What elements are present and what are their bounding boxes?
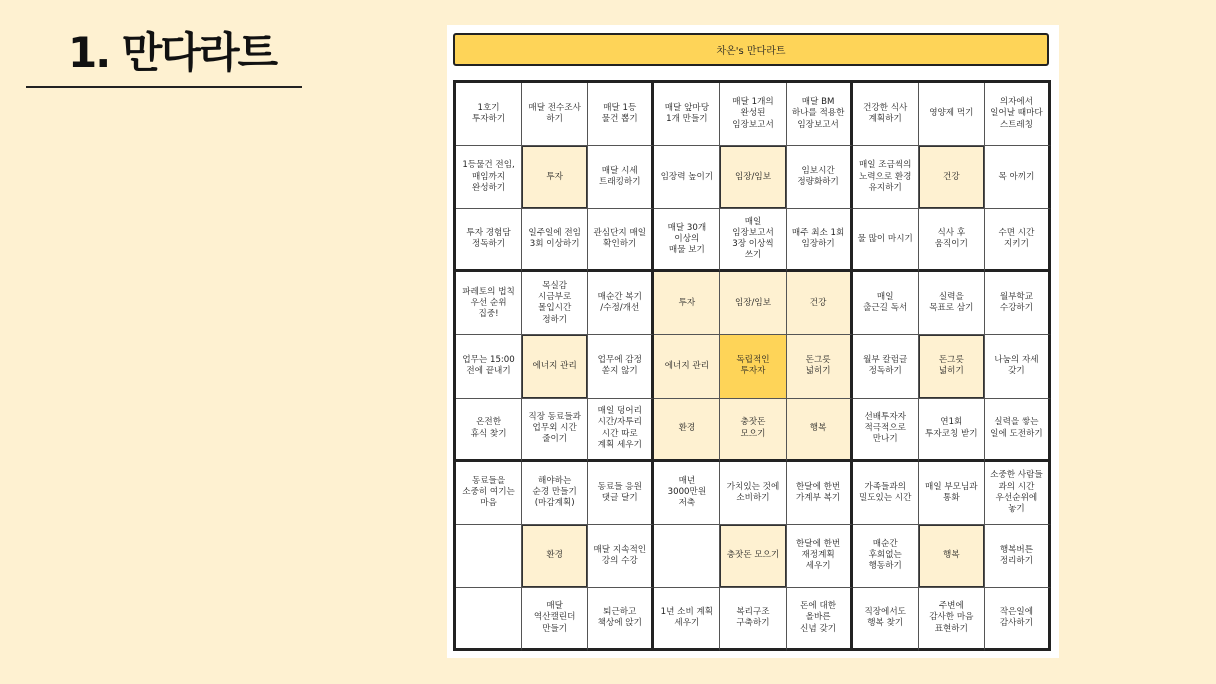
action-cell: 매일 덩어리 시간/자투리 시간 따로 계획 세우기 — [588, 399, 654, 462]
action-cell: 한달에 한번 가계부 복기 — [787, 462, 853, 525]
sub-goal-cell: 환경 — [654, 399, 720, 462]
action-cell: 소중한 사람들 과의 시간 우선순위에 놓기 — [985, 462, 1051, 525]
action-cell: 매일 출근길 독서 — [853, 272, 919, 335]
mandalart-sheet — [447, 25, 1059, 658]
action-cell: 목실감 시금부로 몰입시간 정하기 — [522, 272, 588, 335]
action-cell: 매달 전수조사 하기 — [522, 83, 588, 146]
action-cell: 가족들과의 밀도있는 시간 — [853, 462, 919, 525]
sub-goal-cell: 돈그릇 넓히기 — [787, 335, 853, 398]
core-goal-cell: 독립적인 투자자 — [720, 335, 786, 398]
action-cell: 파레토의 법칙 우선 순위 집중! — [456, 272, 522, 335]
action-cell: 돈에 대한 올바른 신념 갖기 — [787, 588, 853, 651]
action-cell: 매달 시세 트래킹하기 — [588, 146, 654, 209]
action-cell: 업무에 감정 쏟지 않기 — [588, 335, 654, 398]
action-cell: 업무는 15:00 전에 끝내기 — [456, 335, 522, 398]
sub-goal-cell: 행복 — [787, 399, 853, 462]
action-cell: 온전한 휴식 찾기 — [456, 399, 522, 462]
action-cell: 실력을 목표로 삼기 — [919, 272, 985, 335]
sub-goal-cell: 임장/임보 — [720, 272, 786, 335]
action-cell: 투자 경험담 정독하기 — [456, 209, 522, 272]
action-cell: 매년 3000만원 저축 — [654, 462, 720, 525]
sub-goal-cell: 에너지 관리 — [654, 335, 720, 398]
sub-goal-cell: 에너지 관리 — [522, 335, 588, 398]
action-cell: 목 아끼기 — [985, 146, 1051, 209]
action-cell: 동료들을 소중히 여기는 마음 — [456, 462, 522, 525]
action-cell: 한달에 한번 재정계획 세우기 — [787, 525, 853, 588]
action-cell: 매순간 복기 /수정/개선 — [588, 272, 654, 335]
action-cell: 매주 최소 1회 임장하기 — [787, 209, 853, 272]
action-cell: 직장 동료들과 업무외 시간 줄이기 — [522, 399, 588, 462]
action-cell: 매일 임장보고서 3장 이상씩 쓰기 — [720, 209, 786, 272]
action-cell: 동료들 응원 댓글 달기 — [588, 462, 654, 525]
title-underline — [26, 86, 302, 88]
action-cell: 물 많이 마시기 — [853, 209, 919, 272]
action-cell: 퇴근하고 책상에 앉기 — [588, 588, 654, 651]
action-cell: 주변에 감사한 마음 표현하기 — [919, 588, 985, 651]
action-cell — [456, 588, 522, 651]
action-cell: 가치있는 것에 소비하기 — [720, 462, 786, 525]
sub-goal-cell: 투자 — [522, 146, 588, 209]
action-cell: 일주일에 전임 3회 이상하기 — [522, 209, 588, 272]
sub-goal-cell: 충잣돈 모으기 — [720, 399, 786, 462]
sub-goal-cell: 임장/임보 — [720, 146, 786, 209]
action-cell: 임장력 높이기 — [654, 146, 720, 209]
action-cell: 행복버튼 정리하기 — [985, 525, 1051, 588]
sub-goal-cell: 투자 — [654, 272, 720, 335]
action-cell: 1등물건 전임, 매임까지 완성하기 — [456, 146, 522, 209]
action-cell — [456, 525, 522, 588]
sub-goal-cell: 건강 — [787, 272, 853, 335]
action-cell: 수면 시간 지키기 — [985, 209, 1051, 272]
action-cell: 직장에서도 행복 찾기 — [853, 588, 919, 651]
action-cell: 식사 후 움직이기 — [919, 209, 985, 272]
action-cell: 작은일에 감사하기 — [985, 588, 1051, 651]
mandalart-header: 차온's 만다라트 — [453, 33, 1049, 66]
action-cell: 매달 1등 물건 뽑기 — [588, 83, 654, 146]
action-cell: 매일 조금씩의 노력으로 환경 유지하기 — [853, 146, 919, 209]
action-cell: 해야하는 순경 만들기 (마감계획) — [522, 462, 588, 525]
action-cell: 월부학교 수강하기 — [985, 272, 1051, 335]
action-cell: 월부 칼럼글 정독하기 — [853, 335, 919, 398]
action-cell — [654, 525, 720, 588]
action-cell: 매일 부모님과 통화 — [919, 462, 985, 525]
action-cell: 영양제 먹기 — [919, 83, 985, 146]
action-cell: 나눔의 자세 갖기 — [985, 335, 1051, 398]
mandalart-grid — [453, 80, 1051, 651]
action-cell: 매달 BM 하나를 적용한 임장보고서 — [787, 83, 853, 146]
sub-goal-cell: 건강 — [919, 146, 985, 209]
action-cell: 연1회 투자코칭 받기 — [919, 399, 985, 462]
action-cell: 매달 역산캘린더 만들기 — [522, 588, 588, 651]
slide-title: 1. 만다라트 — [68, 28, 277, 77]
sub-goal-cell: 충잣돈 모으기 — [720, 525, 786, 588]
action-cell: 1년 소비 계획 세우기 — [654, 588, 720, 651]
action-cell: 임보시간 정량화하기 — [787, 146, 853, 209]
sub-goal-cell: 돈그릇 넓히기 — [919, 335, 985, 398]
action-cell: 선배투자자 적극적으로 만나기 — [853, 399, 919, 462]
sub-goal-cell: 행복 — [919, 525, 985, 588]
action-cell: 1호기 투자하기 — [456, 83, 522, 146]
action-cell: 매달 1개의 완성된 임장보고서 — [720, 83, 786, 146]
action-cell: 복리구조 구축하기 — [720, 588, 786, 651]
action-cell: 관심단지 매일 확인하기 — [588, 209, 654, 272]
action-cell: 의자에서 일어날 때마다 스트레칭 — [985, 83, 1051, 146]
action-cell: 실력을 쌓는 일에 도전하기 — [985, 399, 1051, 462]
sub-goal-cell: 환경 — [522, 525, 588, 588]
action-cell: 매달 지속적인 강의 수강 — [588, 525, 654, 588]
action-cell: 매순간 후회없는 행동하기 — [853, 525, 919, 588]
action-cell: 매달 30개 이상의 매물 보기 — [654, 209, 720, 272]
action-cell: 매달 앞마당 1개 만들기 — [654, 83, 720, 146]
action-cell: 건강한 식사 계획하기 — [853, 83, 919, 146]
